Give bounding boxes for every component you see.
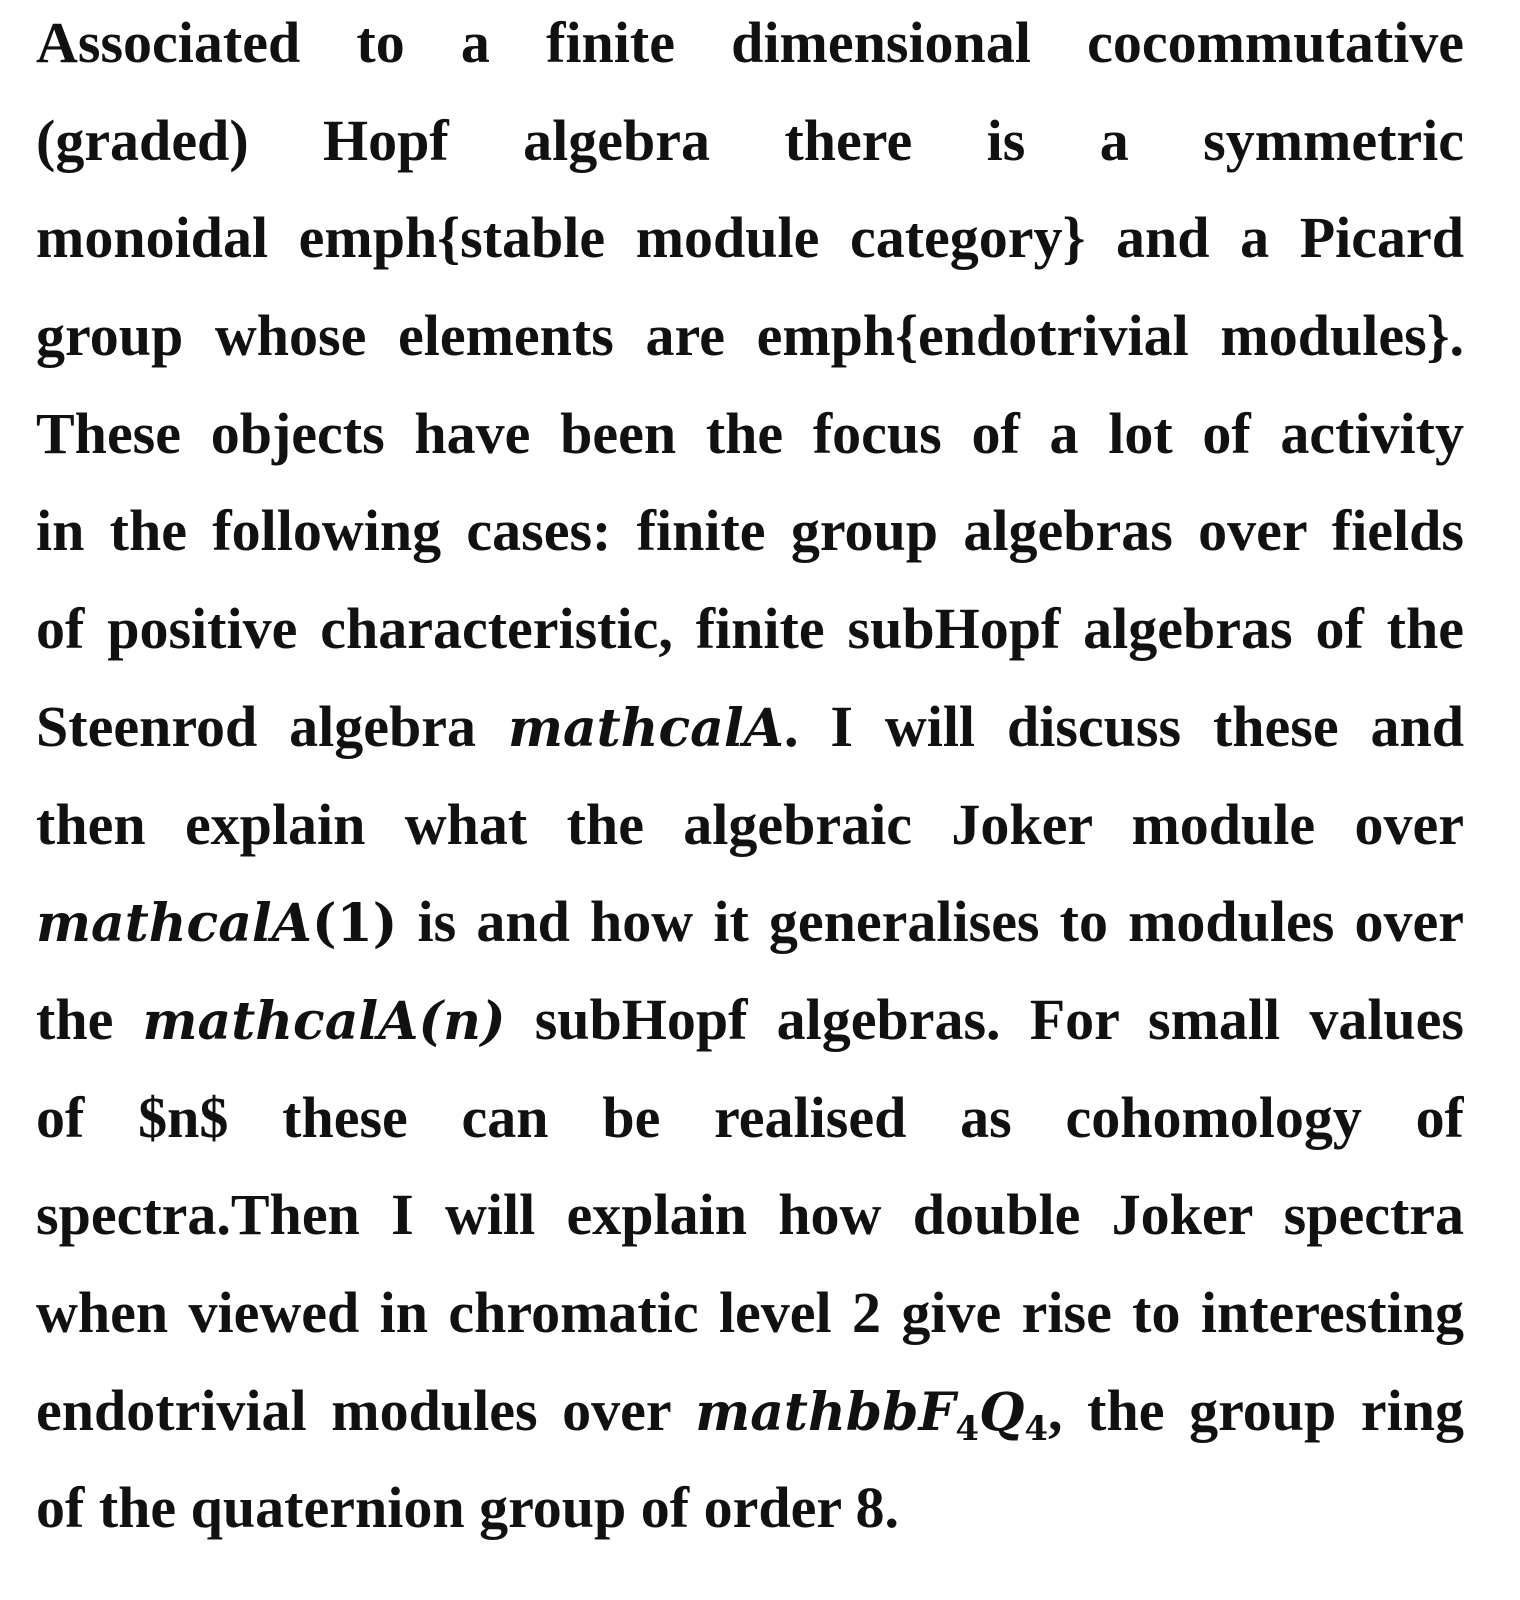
abstract-text — [36, 0, 1464, 1563]
math-inline-an — [143, 987, 506, 1052]
math-f-symbol: mathbbF — [695, 1381, 956, 1443]
abstract-line-15 — [36, 1368, 1464, 1466]
abstract-line-11-text-a: the — [36, 986, 114, 1052]
math-inline-a1 — [36, 889, 397, 954]
math-an-arg: (n) — [418, 990, 506, 1052]
abstract-line-6: in the following cases: finite group algebras over fields — [36, 498, 1464, 564]
abstract-line-7: of positive characteristic, finite subHopf algebras of the — [36, 596, 1464, 662]
math-q-symbol: Q — [979, 1381, 1025, 1443]
abstract-line-10 — [36, 879, 1464, 977]
abstract-line-12: of $n$ these can be realised as cohomology of — [36, 1084, 1464, 1150]
math-a1-symbol: mathcalA — [36, 893, 312, 955]
abstract-line-1: Associated to a finite dimensional cocommutative — [36, 10, 1464, 75]
abstract-line-8-text-b: . I will discuss these and — [783, 693, 1464, 759]
abstract-line-9: then explain what the algebraic Joker module over — [36, 791, 1464, 857]
math-a1-arg: (1) — [312, 893, 398, 955]
math-f-subscript: 4 — [955, 1408, 980, 1449]
math-q-subscript: 4 — [1024, 1408, 1049, 1449]
abstract-line-14: when viewed in chromatic level 2 give rise to interesting — [36, 1279, 1464, 1345]
abstract-line-10-text: is and how it generalises to modules over — [417, 889, 1464, 955]
math-an-symbol: mathcalA — [142, 990, 419, 1052]
abstract-line-11-text-b: subHopf algebras. For small values — [534, 986, 1464, 1052]
abstract-line-15-text-a: endotrivial modules over — [36, 1377, 671, 1443]
abstract-line-5: These objects have been the focus of a lot of activity — [36, 400, 1464, 466]
abstract-line-2: (graded) Hopf algebra there is a symmetric — [36, 107, 1464, 173]
abstract-line-13: spectra.Then I will explain how double Joker spectra — [36, 1182, 1464, 1248]
math-inline-a: mathcalA — [507, 697, 784, 759]
math-inline-f4q4 — [695, 1378, 1049, 1449]
abstract-line-16: of the quaternion group of order 8. — [36, 1475, 900, 1541]
abstract-line-8-text-a: Steenrod algebra — [36, 693, 477, 759]
abstract-line-3: monoidal emph{stable module category} and a Picard — [36, 205, 1464, 271]
abstract-line-8 — [36, 684, 1464, 782]
abstract-line-11 — [36, 977, 1464, 1075]
abstract-line-4: group whose elements are emph{endotrivial modules}. — [36, 303, 1464, 369]
abstract-line-15-text-b: , the group ring — [1048, 1377, 1464, 1443]
